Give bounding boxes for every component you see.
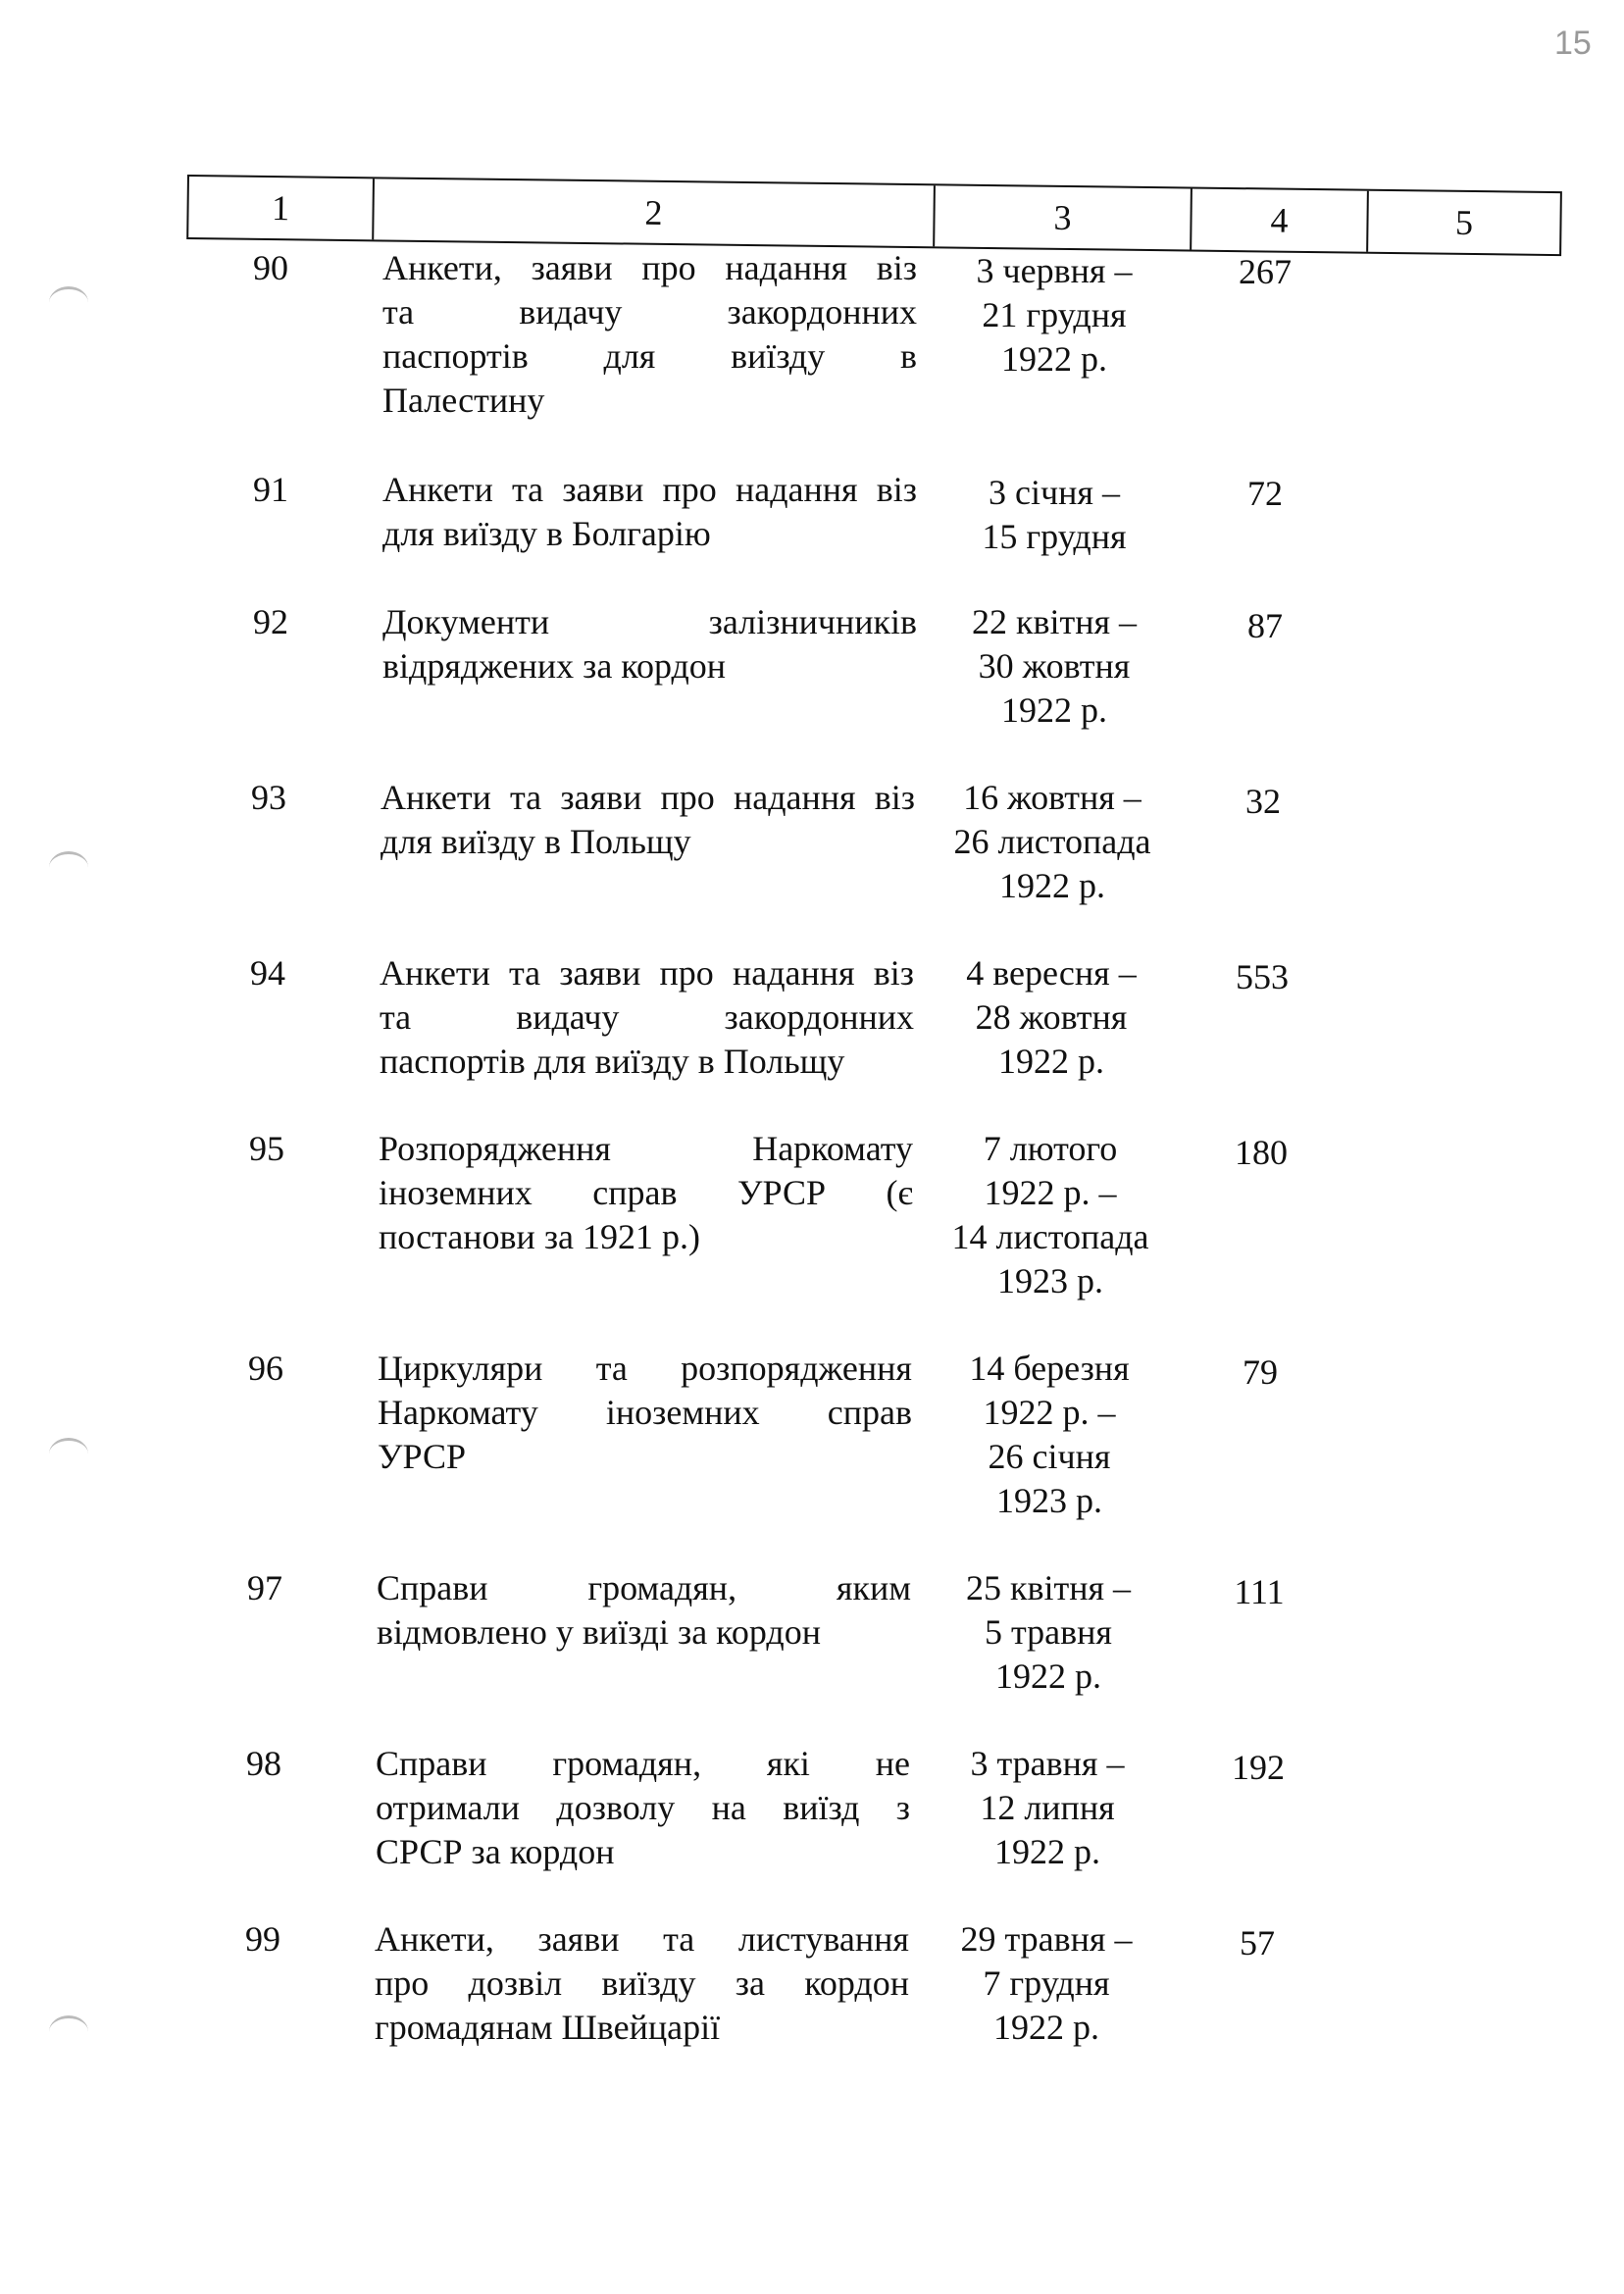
description-line: Анкети, заяви про надання віз [382,248,917,287]
description-line: про дозвіл виїзду за кордон [375,1963,909,2003]
row-description [378,1347,912,1479]
description-line: Палестину [382,381,545,420]
description-line: Анкети та заяви про надання віз [380,953,914,993]
date-line: 1922 р. – [984,1173,1117,1212]
row-number: 91 [253,470,288,509]
header-col-4: 4 [1192,189,1369,252]
row-date-range [932,600,1177,733]
date-line: 1922 р. [993,2008,1099,2047]
date-line: 15 грудня [982,517,1127,556]
handwritten-page-number: 15 [1554,25,1592,62]
description-line: паспортів для виїзду в Польщу [380,1042,845,1081]
row-number: 92 [253,602,288,641]
description-line: Розпорядження Наркомату [379,1129,913,1168]
row-date-range [926,1566,1171,1699]
description-line: УРСР [378,1437,466,1476]
row-description [377,1566,911,1655]
row-number: 99 [245,1919,280,1959]
date-line: 1922 р. [999,866,1105,905]
row-sheet-count: 553 [1236,957,1289,996]
row-date-range [932,471,1177,559]
description-line: отримали дозволу на виїзд з [376,1788,910,1827]
binder-hole-mark [49,1438,88,1470]
row-sheet-count: 111 [1234,1572,1285,1611]
date-line: 1923 р. [996,1481,1102,1520]
description-line: іноземних справ УРСР (є [379,1173,913,1212]
row-date-range [927,1347,1172,1523]
date-line: 3 червня – [976,251,1133,290]
row-number: 96 [248,1349,283,1388]
date-line: 3 травня – [970,1744,1125,1783]
date-line: 12 липня [980,1788,1115,1827]
row-number: 90 [253,248,288,287]
date-line: 30 жовтня [978,646,1131,686]
row-date-range [929,951,1174,1084]
date-line: 1922 р. [1001,690,1107,730]
date-line: 25 квітня – [965,1568,1132,1607]
header-col-1: 1 [188,177,375,239]
description-line: Документи залізничників [382,602,917,641]
table-header [186,175,1562,256]
row-sheet-count: 57 [1240,1923,1275,1963]
date-line: 29 травня – [960,1919,1133,1959]
row-number: 97 [247,1568,282,1607]
row-sheet-count: 87 [1247,606,1283,645]
header-col-3: 3 [935,185,1193,249]
description-line: для виїзду в Польщу [381,822,691,861]
date-line: 1922 р. [998,1042,1104,1081]
date-line: 26 листопада [953,822,1151,861]
description-line: та видачу закордонних [380,997,914,1037]
row-number: 98 [246,1744,281,1783]
date-line: 1922 р. [1001,339,1107,379]
row-sheet-count: 32 [1245,782,1281,821]
description-line: Справи громадян, яким [377,1568,911,1607]
row-sheet-count: 180 [1235,1133,1288,1172]
row-date-range [925,1742,1170,1874]
binder-hole-mark [49,286,88,319]
date-line: 21 грудня [982,295,1127,334]
binder-hole-mark [49,2015,88,2048]
date-line: 26 січня [988,1437,1111,1476]
row-number: 95 [249,1129,284,1168]
description-line: та видачу закордонних [382,292,917,331]
row-description [382,246,917,423]
date-line: 1922 р. [994,1832,1100,1871]
date-line: 7 грудня [983,1963,1110,2003]
row-date-range [930,776,1175,908]
row-description [375,1917,909,2050]
row-sheet-count: 192 [1232,1748,1285,1787]
date-line: 16 жовтня – [963,778,1142,817]
date-line: 4 вересня – [966,953,1137,993]
row-sheet-count: 79 [1243,1352,1278,1392]
row-number: 94 [250,953,285,993]
header-col-2: 2 [374,178,936,246]
header-col-5: 5 [1454,202,1474,243]
description-line: для виїзду в Болгарію [382,514,711,553]
description-line: Анкети та заяви про надання віз [381,778,915,817]
row-sheet-count: 267 [1239,252,1292,291]
description-line: Анкети, заяви та листування [375,1919,909,1959]
date-line: 7 лютого [983,1129,1118,1168]
row-description [376,1742,910,1874]
row-date-range [932,249,1177,382]
binder-hole-mark [49,851,88,884]
description-line: Циркуляри та розпорядження [378,1349,912,1388]
row-description [380,951,914,1084]
date-line: 22 квітня – [971,602,1138,641]
row-description [379,1127,913,1259]
date-line: 28 жовтня [975,997,1128,1037]
date-line: 3 січня – [989,473,1120,512]
description-line: відряджених за кордон [382,646,727,686]
row-date-range [924,1917,1169,2050]
description-line: Анкети та заяви про надання віз [382,470,917,509]
description-line: Наркомату іноземних справ [378,1393,912,1432]
description-line: СРСР за кордон [376,1832,615,1871]
row-number: 93 [251,778,286,817]
date-line: 1922 р. – [983,1393,1116,1432]
date-line: 1922 р. [995,1657,1101,1696]
description-line: відмовлено у виїзді за кордон [377,1612,821,1652]
date-line: 5 травня [985,1612,1112,1652]
description-line: паспортів для виїзду в [382,336,917,376]
description-line: постанови за 1921 р.) [379,1217,701,1256]
row-description [382,468,917,556]
date-line: 14 листопада [951,1217,1149,1256]
date-line: 14 березня [969,1349,1130,1388]
description-line: громадянам Швейцарії [375,2008,721,2047]
row-description [382,600,917,688]
description-line: Справи громадян, які не [376,1744,910,1783]
row-date-range [928,1127,1173,1303]
row-sheet-count: 72 [1247,474,1283,513]
row-description [381,776,915,864]
date-line: 1923 р. [997,1261,1103,1300]
